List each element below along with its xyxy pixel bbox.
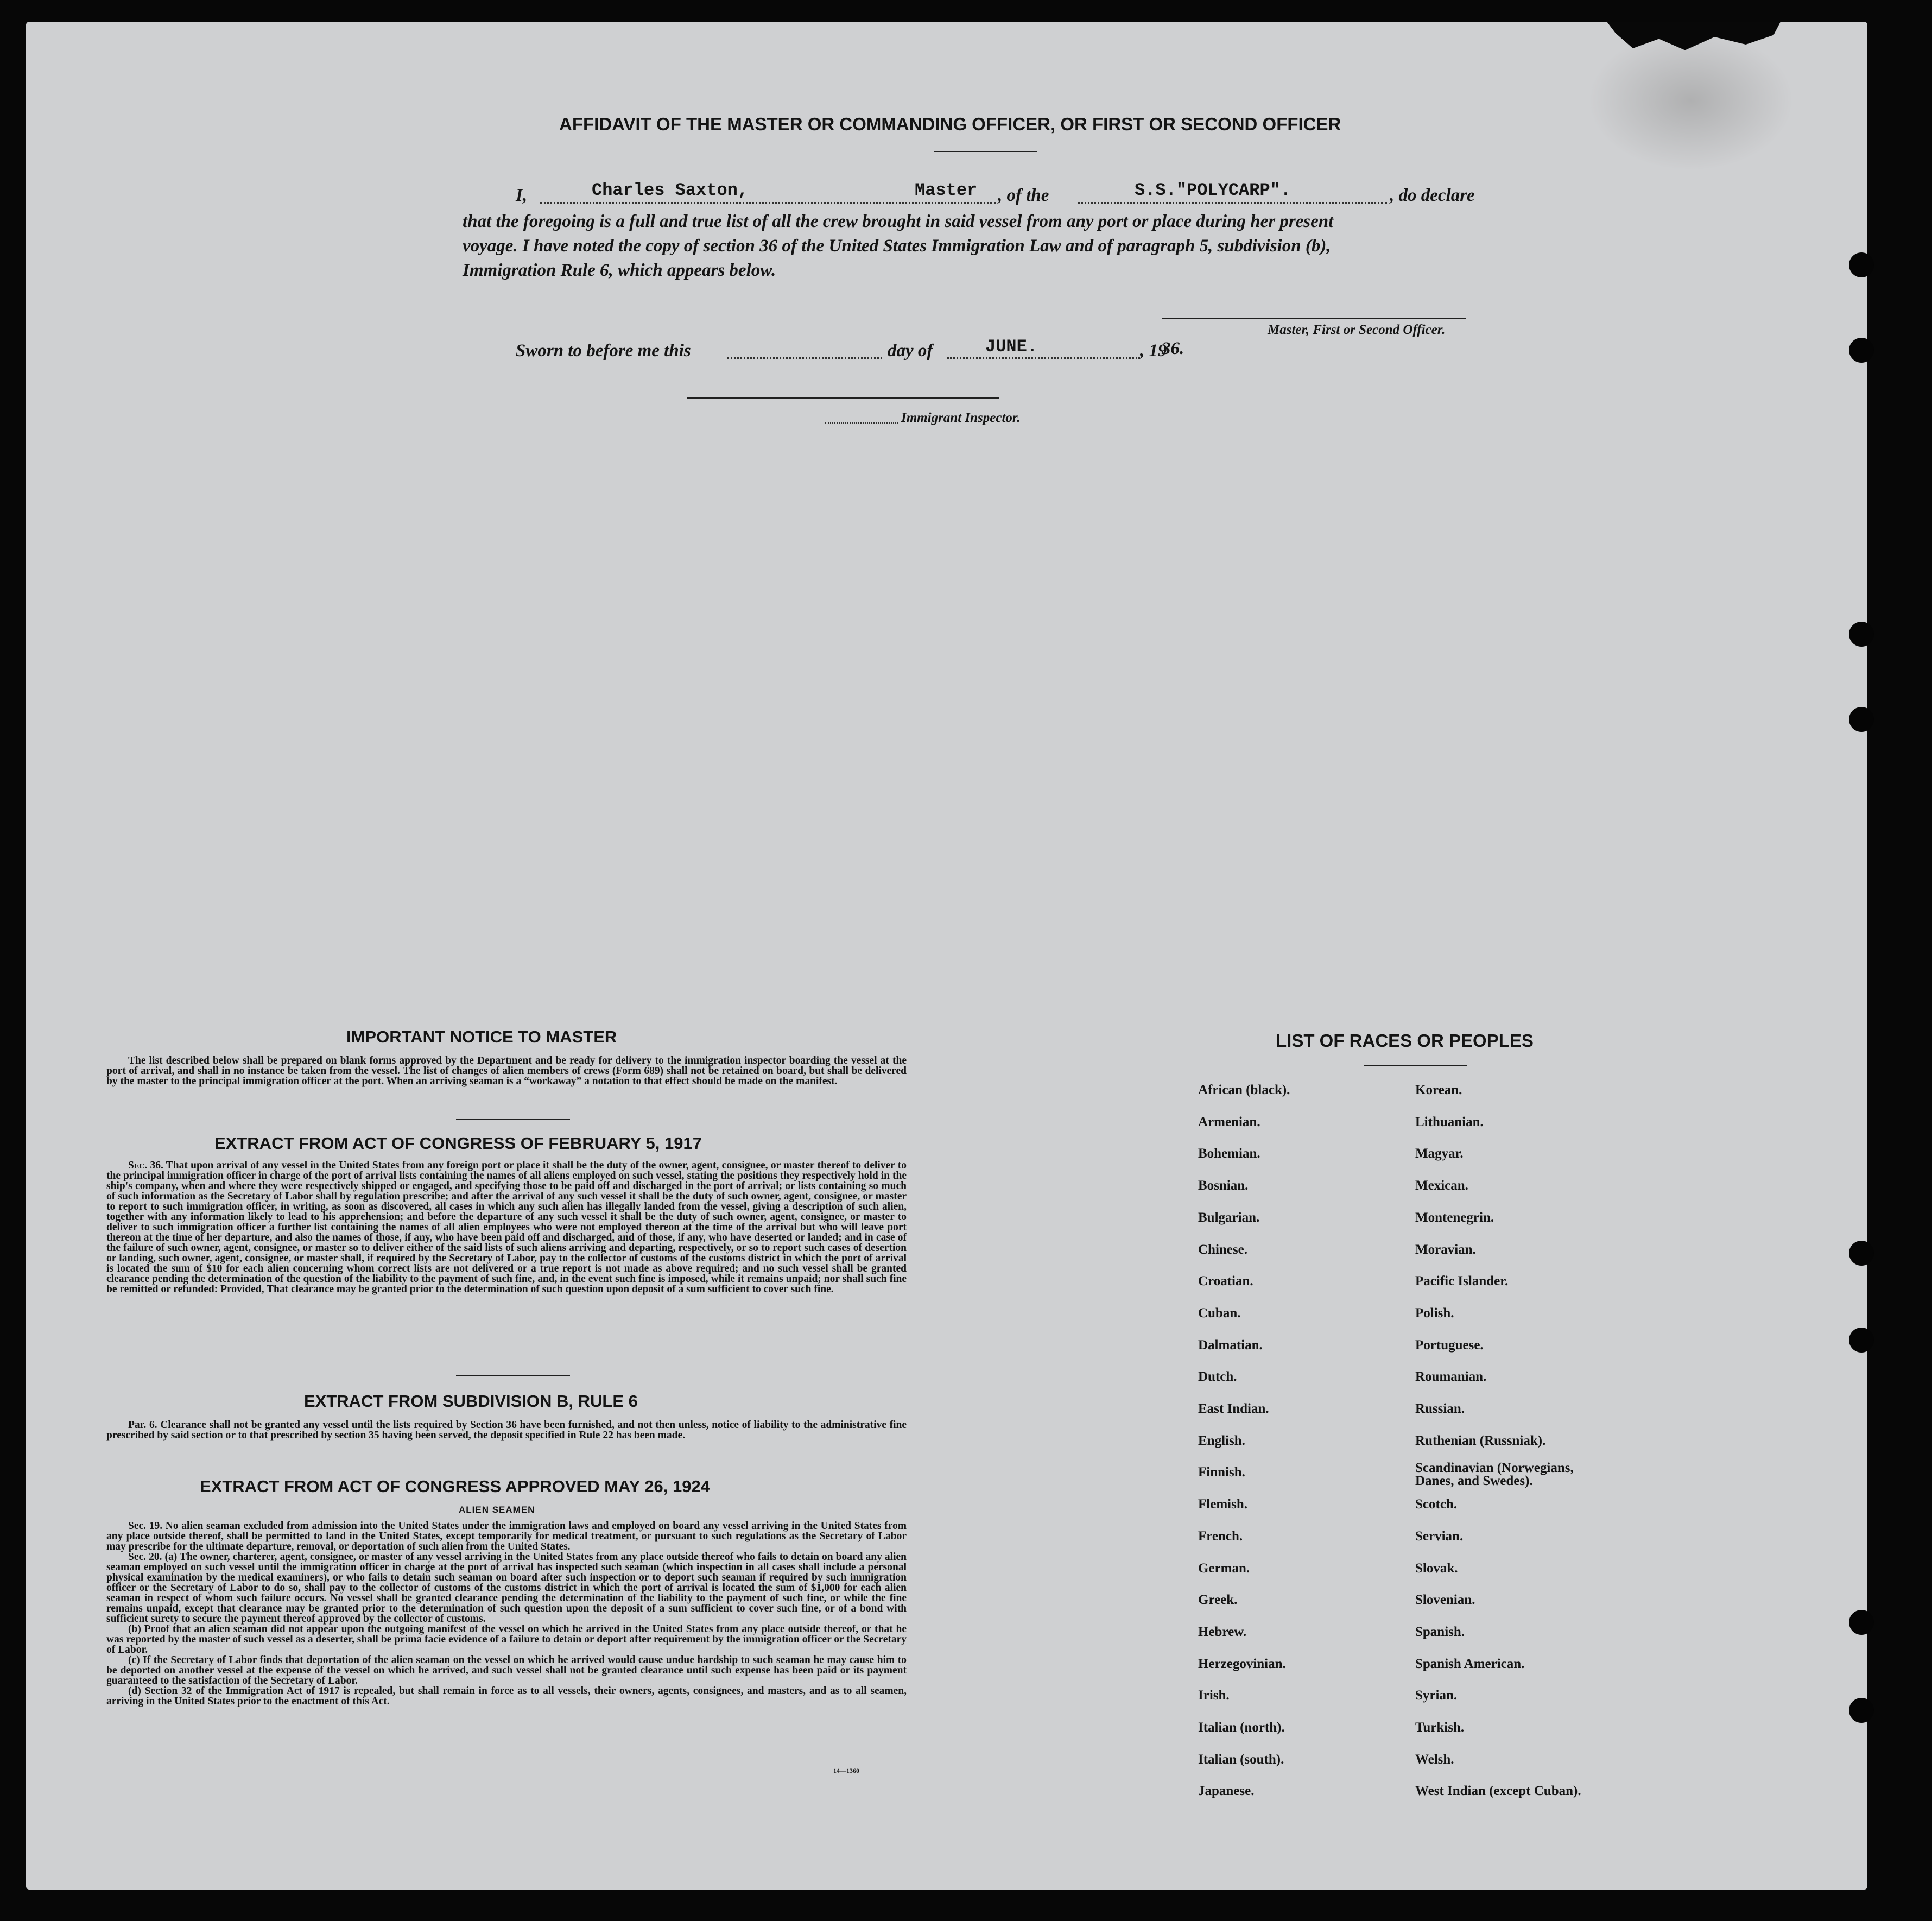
race-item-right: Pacific Islander. (1415, 1274, 1509, 1288)
race-item-right: Ruthenian (Russniak). (1415, 1433, 1546, 1448)
sworn-month: JUNE. (985, 337, 1038, 357)
sworn-month-line (947, 357, 1140, 359)
notice-title: IMPORTANT NOTICE TO MASTER (346, 1027, 617, 1046)
punch-hole (1849, 338, 1874, 363)
race-item-right: Roumanian. (1415, 1369, 1487, 1384)
sec-19-paragraph: Sec. 19. No alien seaman excluded from admission into the United States under the immigration laws and employed on board any vessel arriving in the United States from any place outside thereof, shall be permitted to land in the United States, except temporarily for medical treatment, or pursuant to such regulations as the Secretary of Labor may prescribe for the ultimate departure, removal, or deportation of such alien from the United States. (106, 1520, 907, 1552)
race-item-right: Lithuanian. (1415, 1115, 1484, 1129)
race-item-right: Scandinavian (Norwegians, Danes, and Swedes). (1415, 1461, 1574, 1488)
race-item-left: Japanese. (1198, 1784, 1255, 1798)
race-item-right: Magyar. (1415, 1146, 1464, 1161)
master-signature-line (1162, 318, 1466, 319)
race-item-left: Flemish. (1198, 1497, 1247, 1512)
affidavit-line-3: voyage. I have noted the copy of section 36 of the United States Immigration Law and of paragraph 5, subdivision (b), (463, 236, 1331, 256)
vessel-field-line (1078, 202, 1387, 204)
paper-stain (1588, 30, 1794, 171)
races-title-underline (1364, 1065, 1467, 1066)
sworn-text: Sworn to before me this (516, 341, 691, 361)
section-divider (456, 1375, 570, 1376)
extract-1917-title: EXTRACT FROM ACT OF CONGRESS OF FEBRUARY 5, 1917 (214, 1134, 702, 1153)
race-item-left: Bohemian. (1198, 1146, 1260, 1161)
year-suffix: 36. (1162, 339, 1184, 358)
notice-paragraph: The list described below shall be prepared on blank forms approved by the Department and be ready for delivery to the immigration inspector boarding the vessel at the port of arrival, and shall in no instance be taken from the vessel. The list of changes of alien members of crews (Form 689) shall not be retained on board, but shall be delivered by the master to the principal immigration officer at the port. When an arriving seaman is a “workaway” a notation to that effect should be made on the manifest. (106, 1055, 907, 1087)
race-item-right: Polish. (1415, 1306, 1454, 1320)
year-prefix: , 19 (1140, 341, 1167, 361)
sec-20d-paragraph: (d) Section 32 of the Immigration Act of 1917 is repealed, but shall remain in force as to all vessels, their owners, agents, consignees, and masters, and as to all seamen, arriving in the United States prior to the enactment of this Act. (106, 1685, 907, 1707)
extract-1917-body: That upon arrival of any vessel in the United States from any foreign port or place it shall be the duty of the owner, agent, consignee, or master thereof to deliver to the principal immigration officer in charge of the port of arrival lists containing the names of all aliens employed on such vessel, stating the positions they respectively hold in the ship's company, when and where they were respectively shipped or engaged, and specifying those to be paid off and discharged in the port of arrival; or lists containing so much of such information as the Secretary of Labor shall by regulation prescribe; and after the arrival of any such vessel it shall be the duty of such owner, agent, consignee, or master to report to such immigration officer, in writing, as soon as discovered, all cases in which any such alien has illegally landed from the vessel, giving a description of such alien, together with any information likely to lead to his apprehension; and before the departure of any such vessel it shall be the duty of such owner, agent, consignee, or master to deliver to such immigration officer a further list containing the names of all alien employees who were not employed thereon at the time of the arrival but who will leave port thereon at the time of her departure, and also the names of those, if any, who have been paid off and discharged, and of those, if any, who have deserted or landed; and in case of the failure of such owner, agent, consignee, or master so to deliver either of the said lists of such aliens arriving and departing, respectively, or so to report such cases of desertion or landing, such owner, agent, consignee, or master shall, if required by the Secretary of Labor, pay to the collector of customs of the customs district in which the port of arrival is located the sum of $10 for each alien concerning whom correct lists are not delivered or a true report is not made as above required; and no such vessel shall be granted clearance pending the determination of the question of the liability to the payment of such fine, and, in the event such fine is imposed, while it remains unpaid; nor shall such fine be remitted or refunded: Provided, That clearance may be granted prior to the determination of such question upon deposit of a sum sufficient to cover such fine. (106, 1160, 907, 1295)
do-declare-text: , do declare (1390, 186, 1475, 205)
punch-hole (1849, 1241, 1874, 1266)
race-item-left: Croatian. (1198, 1274, 1253, 1288)
race-item-left: French. (1198, 1529, 1243, 1544)
punch-hole (1849, 1328, 1874, 1353)
race-item-right: Syrian. (1415, 1688, 1458, 1703)
race-item-right: Turkish. (1415, 1720, 1465, 1735)
race-item-left: Cuban. (1198, 1306, 1241, 1320)
race-item-left: German. (1198, 1561, 1250, 1576)
extract-1924-title: EXTRACT FROM ACT OF CONGRESS APPROVED MAY 26, 1924 (200, 1477, 710, 1496)
race-item-right: Russian. (1415, 1401, 1465, 1416)
race-item-left: Dalmatian. (1198, 1338, 1263, 1353)
race-item-left: Italian (south). (1198, 1752, 1284, 1767)
race-item-left: Greek. (1198, 1593, 1238, 1607)
race-item-right: Spanish. (1415, 1625, 1465, 1639)
race-item-right: Korean. (1415, 1083, 1462, 1097)
affidavit-title: AFFIDAVIT OF THE MASTER OR COMMANDING OFFICER, OR FIRST OR SECOND OFFICER (559, 114, 1341, 134)
race-item-right: West Indian (except Cuban). (1415, 1784, 1581, 1798)
master-rank: Master (915, 180, 978, 200)
extract-1917-text (106, 1160, 907, 1294)
race-item-left: East Indian. (1198, 1401, 1269, 1416)
sec-20c-paragraph: (c) If the Secretary of Labor finds that deportation of the alien seaman on the vessel on which he arrived would cause undue hardship to such seaman he may cause him to be deported on another vessel at the expense of the vessel on which he arrived, and such vessel shall not be granted clearance until such expense has been paid or its payment guaranteed to the satisfaction of the Secretary of Labor. (106, 1654, 907, 1686)
race-item-left: Chinese. (1198, 1242, 1247, 1257)
rule6-title: EXTRACT FROM SUBDIVISION B, RULE 6 (304, 1392, 638, 1411)
race-item-right: Slovak. (1415, 1561, 1458, 1576)
race-item-right: Moravian. (1415, 1242, 1476, 1257)
race-item-left: Bosnian. (1198, 1178, 1249, 1193)
affidavit-pronoun: I, (516, 186, 528, 205)
master-name: Charles Saxton, (592, 180, 749, 200)
affidavit-line-4: Immigration Rule 6, which appears below. (463, 261, 776, 280)
punch-hole (1849, 622, 1874, 647)
race-item-left: Herzegovinian. (1198, 1657, 1286, 1671)
race-item-left: Finnish. (1198, 1465, 1245, 1480)
of-the-text: , of the (998, 186, 1049, 205)
punch-hole (1849, 1610, 1874, 1635)
race-item-right: Slovenian. (1415, 1593, 1475, 1607)
affidavit-line-2: that the foregoing is a full and true list of all the crew brought in said vessel from any port or place during her present (463, 212, 1334, 231)
form-code: 14—1360 (833, 1767, 859, 1774)
race-item-right: Mexican. (1415, 1178, 1468, 1193)
notice-text (106, 1056, 907, 1086)
rule6-text (106, 1420, 907, 1440)
race-item-left: Italian (north). (1198, 1720, 1285, 1735)
section-divider (456, 1119, 570, 1120)
race-item-left: African (black). (1198, 1083, 1290, 1097)
alien-seamen-subtitle: ALIEN SEAMEN (459, 1505, 535, 1515)
extract-1924-text (106, 1521, 907, 1707)
punch-hole (1849, 1698, 1874, 1723)
races-title: LIST OF RACES OR PEOPLES (1276, 1031, 1534, 1051)
race-item-left: Bulgarian. (1198, 1210, 1260, 1225)
race-item-left: Irish. (1198, 1688, 1230, 1703)
inspector-dotted-line (825, 422, 898, 424)
name-field-line (540, 202, 996, 204)
race-item-right: Portuguese. (1415, 1338, 1484, 1353)
punch-hole (1849, 707, 1874, 732)
sec-20b-paragraph: (b) Proof that an alien seaman did not appear upon the outgoing manifest of the vessel on which he arrived in the United States from any place outside thereof, or that he was reported by the master of such vessel as a deserter, shall be prima facie evidence of a failure to detain or deport after requirement by the immigration officer or the Secretary of Labor. (106, 1623, 907, 1655)
race-item-left: Dutch. (1198, 1369, 1237, 1384)
punch-hole (1849, 252, 1874, 277)
inspector-caption: Immigrant Inspector. (901, 410, 1021, 425)
race-item-right: Servian. (1415, 1529, 1464, 1544)
day-of-text: day of (888, 341, 933, 361)
race-item-right: Scotch. (1415, 1497, 1458, 1512)
section-label: Sec. 36. (128, 1160, 163, 1171)
sworn-day-line (727, 357, 882, 359)
race-item-left: English. (1198, 1433, 1245, 1448)
race-item-right: Spanish American. (1415, 1657, 1525, 1671)
race-item-right: Montenegrin. (1415, 1210, 1494, 1225)
race-item-left: Armenian. (1198, 1115, 1260, 1129)
master-signature-caption: Master, First or Second Officer. (1268, 323, 1446, 337)
inspector-signature-line (687, 397, 999, 399)
race-item-right: Welsh. (1415, 1752, 1454, 1767)
rule6-paragraph: Par. 6. Clearance shall not be granted any vessel until the lists required by Section 36 have been furnished, and not then unless, notice of liability to the administrative fine prescribed by said section or to that prescribed by section 35 having been served, the deposit specified in Rule 22 has been made. (106, 1419, 907, 1441)
race-item-left: Hebrew. (1198, 1625, 1247, 1639)
title-underline (934, 151, 1037, 152)
sec-20a-paragraph: Sec. 20. (a) The owner, charterer, agent, consignee, or master of any vessel arriving in the United States from any place outside thereof who fails to detain on board any alien seaman employed on such vessel until the immigration officer in charge at the port of arrival has inspected such seaman (which inspection in all cases shall include a personal physical examination by the medical examiners), or who fails to detain such seaman on board after such inspection or to deport such seaman if required by such immigration officer or the Secretary of Labor to do so, shall pay to the collector of customs of the customs district in which the port of arrival is located the sum of $1,000 for each alien seaman in respect of whom such failure occurs. No vessel shall be granted clearance pending the determination of the liability to the payment of such fine, or while the fine remains unpaid, except that clearance may be granted prior to the determination of such question upon the deposit of a sum sufficient to cover such fine, or of a bond with sufficient surety to secure the payment thereof approved by the collector of customs. (106, 1551, 907, 1625)
vessel-name: S.S."POLYCARP". (1135, 180, 1291, 200)
